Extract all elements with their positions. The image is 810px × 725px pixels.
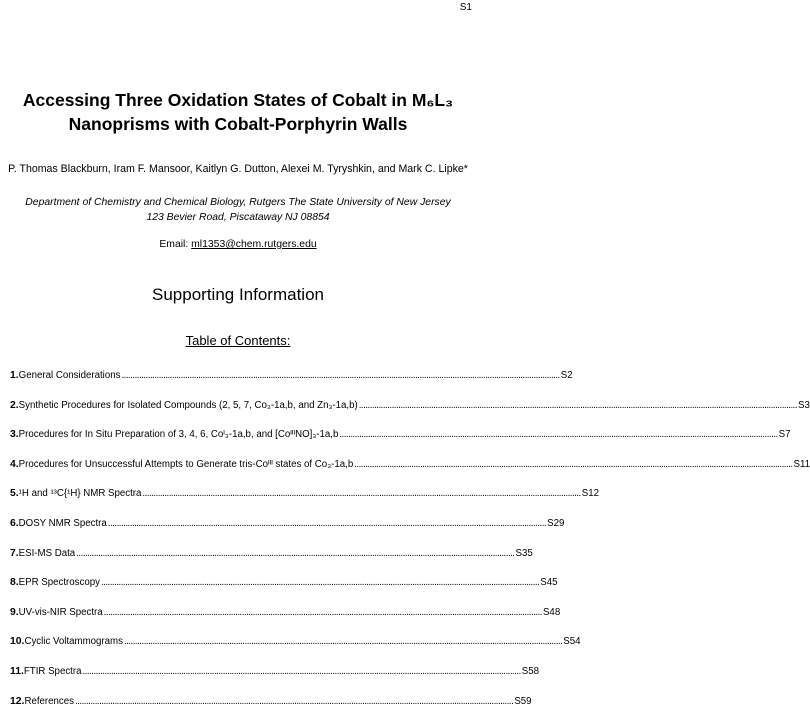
toc-label: Procedures for In Situ Preparation of 3, 4, 6, Coᴵ₃-1a,b, and [CoᴵᴵᴵNO]₃-1a,b [18, 429, 339, 441]
toc-page: S7 [778, 429, 791, 441]
toc-row[interactable] [10, 429, 791, 459]
affiliation-line-2: 123 Bevier Road, Piscataway NJ 08854 [146, 212, 330, 223]
author-list: P. Thomas Blackburn, Iram F. Mansoor, Kaitlyn G. Dutton, Alexei M. Tyryshkin, and Mark C. Lipke* [8, 163, 468, 175]
toc-leader-dots: ........................................................................................................................................................................................................ [76, 547, 515, 559]
page-number: S1 [459, 2, 472, 13]
paper-title [0, 88, 476, 136]
toc-label: General Considerations [18, 370, 121, 381]
toc-row[interactable] [10, 577, 558, 607]
toc-number: 11. [10, 665, 24, 677]
toc-leader-dots: ........................................................................................................................................................................................................ [142, 488, 581, 500]
toc-number: 4. [10, 458, 19, 470]
toc-page: S29 [547, 517, 565, 529]
toc-leader-dots: ........................................................................................................................................................................................................ [82, 665, 521, 677]
toc-number: 1. [10, 370, 19, 381]
toc-label: FTIR Spectra [23, 665, 82, 677]
toc-number: 8. [10, 577, 19, 589]
title-line-1: Accessing Three Oxidation States of Cobalt in M₆L₃ [22, 90, 454, 110]
toc-row[interactable] [10, 488, 599, 518]
affiliation-line-1: Department of Chemistry and Chemical Biology, Rutgers The State University of New Jersey [25, 197, 451, 208]
toc-leader-dots: ........................................................................................................................................................................................................ [103, 606, 542, 618]
toc-row[interactable] [10, 606, 561, 637]
toc-number: 10. [10, 636, 25, 648]
toc-leader-dots: ........................................................................................................................................................................................................ [339, 429, 778, 441]
toc-label: Synthetic Procedures for Isolated Compounds (2, 5, 7, Co₃-1a,b, and Zn₃-1a,b) [18, 399, 358, 411]
toc-page: S35 [515, 547, 533, 559]
toc-page: S11 [793, 458, 810, 470]
toc-page: S58 [521, 665, 540, 677]
toc-leader-dots: ........................................................................................................................................................................................................ [121, 370, 560, 381]
toc-page: S59 [514, 695, 532, 707]
toc-page: S3 [798, 399, 810, 411]
table-of-contents [10, 370, 810, 725]
toc-page: S45 [540, 577, 558, 589]
toc-label: Procedures for Unsuccessful Attempts to Generate tris-Coᴵᴵᴵ states of Co₃-1a,b [18, 458, 354, 470]
affiliation [0, 195, 476, 225]
toc-number: 12. [10, 695, 25, 707]
toc-leader-dots: ........................................................................................................................................................................................................ [354, 458, 793, 470]
toc-number: 9. [10, 606, 19, 618]
toc-page: S48 [542, 606, 561, 618]
toc-leader-dots: ........................................................................................................................................................................................................ [358, 399, 798, 411]
toc-label: Cyclic Voltammograms [24, 636, 123, 648]
toc-row[interactable] [10, 399, 810, 430]
contact-email [0, 239, 476, 250]
toc-row[interactable] [10, 517, 565, 548]
toc-page: S12 [581, 488, 599, 500]
toc-number: 3. [10, 429, 19, 441]
toc-label: EPR Spectroscopy [18, 577, 100, 589]
supporting-information-heading: Supporting Information [152, 285, 324, 304]
email-label: Email: [159, 239, 192, 250]
toc-row[interactable] [10, 695, 532, 725]
toc-number: 2. [10, 399, 19, 411]
toc-label: UV-vis-NIR Spectra [18, 606, 103, 618]
toc-row[interactable] [10, 636, 581, 666]
toc-page: S2 [560, 370, 573, 381]
toc-heading: Table of Contents: [185, 333, 291, 348]
toc-row[interactable] [10, 458, 810, 489]
toc-number: 5. [10, 488, 19, 500]
toc-row[interactable] [10, 665, 540, 696]
toc-number: 6. [10, 517, 19, 529]
toc-leader-dots: ........................................................................................................................................................................................................ [123, 636, 563, 648]
email-link[interactable]: ml1353@chem.rutgers.edu [191, 239, 317, 250]
title-line-2: Nanoprisms with Cobalt-Porphyrin Walls [68, 114, 408, 134]
toc-row[interactable] [10, 547, 533, 578]
toc-label: DOSY NMR Spectra [18, 517, 107, 529]
toc-leader-dots: ........................................................................................................................................................................................................ [107, 517, 547, 529]
toc-label: References [24, 695, 74, 707]
toc-label: ESI-MS Data [18, 547, 76, 559]
toc-leader-dots: ........................................................................................................................................................................................................ [100, 577, 540, 589]
toc-row[interactable] [10, 370, 573, 400]
toc-page: S54 [563, 636, 581, 648]
toc-label: ¹H and ¹³C{¹H} NMR Spectra [18, 488, 142, 500]
toc-leader-dots: ........................................................................................................................................................................................................ [75, 695, 514, 707]
toc-number: 7. [10, 547, 19, 559]
